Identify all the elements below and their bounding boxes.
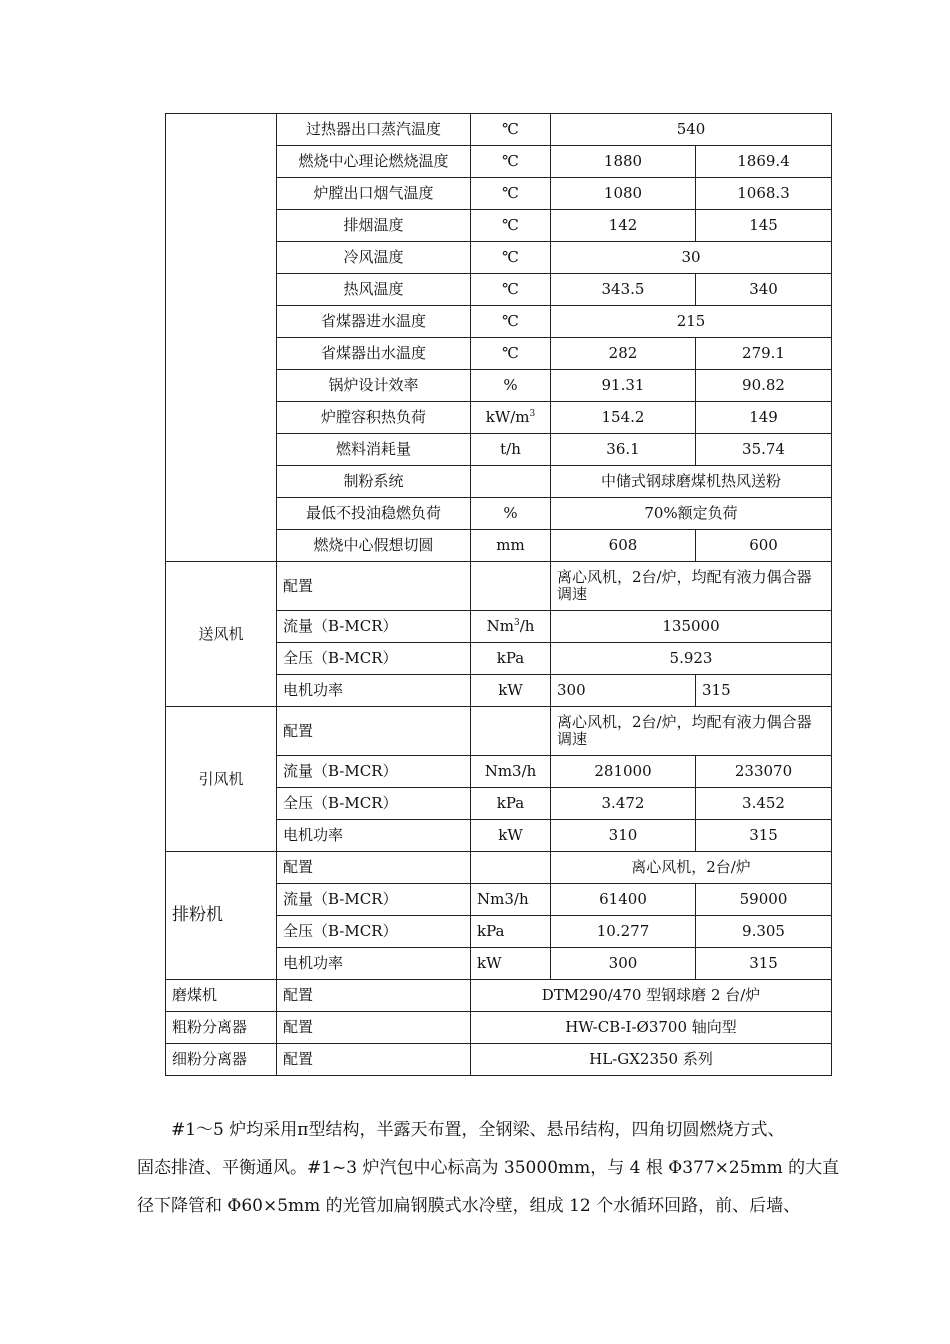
row-label: 燃烧中心理论燃烧温度	[277, 146, 471, 178]
table-row	[166, 562, 832, 611]
row-label: 配置	[277, 980, 471, 1012]
row-unit: ℃	[471, 274, 551, 306]
table-row	[166, 1044, 832, 1076]
row-label: 配置	[277, 1044, 471, 1076]
row-value-2: 315	[696, 948, 832, 980]
row-label: 炉膛出口烟气温度	[277, 178, 471, 210]
table-row	[166, 707, 832, 756]
row-value: 中储式钢球磨煤机热风送粉	[551, 466, 832, 498]
row-value: 离心风机，2台/炉	[551, 852, 832, 884]
row-value-2: 145	[696, 210, 832, 242]
row-label: 燃烧中心假想切圆	[277, 530, 471, 562]
coarse-separator-category-cell: 粗粉分离器	[166, 1012, 277, 1044]
row-value-2: 9.305	[696, 916, 832, 948]
row-value-1: 3.472	[551, 788, 696, 820]
row-label: 省煤器出水温度	[277, 338, 471, 370]
row-label: 配置	[277, 852, 471, 884]
row-value: 215	[551, 306, 832, 338]
row-unit: kPa	[471, 643, 551, 675]
unit-superscript: 3	[513, 618, 520, 628]
idfan-category-cell: 引风机	[166, 707, 277, 852]
row-value-2: 90.82	[696, 370, 832, 402]
row-value-2: 1869.4	[696, 146, 832, 178]
row-label: 排烟温度	[277, 210, 471, 242]
row-value-2: 279.1	[696, 338, 832, 370]
row-label: 电机功率	[277, 820, 471, 852]
row-label: 流量（B-MCR）	[277, 611, 471, 643]
row-value-2: 1068.3	[696, 178, 832, 210]
row-label: 最低不投油稳燃负荷	[277, 498, 471, 530]
row-unit: Nm3/h	[471, 756, 551, 788]
row-label: 配置	[277, 707, 471, 756]
row-value-2: 315	[696, 820, 832, 852]
row-unit	[471, 852, 551, 884]
row-unit: kW	[471, 675, 551, 707]
row-label: 流量（B-MCR）	[277, 756, 471, 788]
row-value: DTM290/470 型钢球磨 2 台/炉	[471, 980, 832, 1012]
row-value-2: 233070	[696, 756, 832, 788]
table-row	[166, 980, 832, 1012]
row-value-1: 281000	[551, 756, 696, 788]
row-value: 135000	[551, 611, 832, 643]
body-paragraph-line-2: 固态排渣、平衡通风。#1~3 炉汽包中心标高为 35000mm，与 4 根 Φ377×25mm 的大直	[137, 1158, 840, 1178]
row-value-2: 59000	[696, 884, 832, 916]
row-value-1: 343.5	[551, 274, 696, 306]
row-value-1: 310	[551, 820, 696, 852]
row-label: 燃料消耗量	[277, 434, 471, 466]
row-value: HL-GX2350 系列	[471, 1044, 832, 1076]
table-row	[166, 852, 832, 884]
row-value-1: 300	[551, 675, 696, 707]
unit-base: Nm	[486, 617, 514, 635]
row-label: 过热器出口蒸汽温度	[277, 114, 471, 146]
row-unit: Nm3/h	[471, 884, 551, 916]
row-unit: ℃	[471, 114, 551, 146]
row-unit	[471, 466, 551, 498]
row-value-2: 35.74	[696, 434, 832, 466]
row-unit: ℃	[471, 178, 551, 210]
row-unit: %	[471, 370, 551, 402]
row-unit: ℃	[471, 242, 551, 274]
row-value-1: 36.1	[551, 434, 696, 466]
row-value-1: 300	[551, 948, 696, 980]
table-row	[166, 1012, 832, 1044]
row-value-1: 142	[551, 210, 696, 242]
row-value-2: 600	[696, 530, 832, 562]
boiler-category-cell	[166, 114, 277, 562]
row-unit: ℃	[471, 146, 551, 178]
table-row	[166, 114, 832, 146]
row-unit: ℃	[471, 306, 551, 338]
boiler-spec-table	[165, 113, 832, 1076]
fine-separator-category-cell: 细粉分离器	[166, 1044, 277, 1076]
row-unit: kPa	[471, 788, 551, 820]
row-unit: %	[471, 498, 551, 530]
row-value: 540	[551, 114, 832, 146]
row-unit	[471, 562, 551, 611]
row-unit	[471, 611, 551, 643]
row-value-1: 282	[551, 338, 696, 370]
row-unit: kW	[471, 948, 551, 980]
row-label: 制粉系统	[277, 466, 471, 498]
row-label: 配置	[277, 1012, 471, 1044]
row-label: 流量（B-MCR）	[277, 884, 471, 916]
row-label: 配置	[277, 562, 471, 611]
row-value: 30	[551, 242, 832, 274]
row-label: 省煤器进水温度	[277, 306, 471, 338]
row-unit: mm	[471, 530, 551, 562]
row-value-1: 608	[551, 530, 696, 562]
row-value-2: 315	[696, 675, 832, 707]
row-value-2: 3.452	[696, 788, 832, 820]
row-unit: kPa	[471, 916, 551, 948]
row-value: HW-CB-I-Ø3700 轴向型	[471, 1012, 832, 1044]
mill-category-cell: 磨煤机	[166, 980, 277, 1012]
row-value-1: 61400	[551, 884, 696, 916]
row-label: 炉膛容积热负荷	[277, 402, 471, 434]
unit-base: kW/m	[485, 408, 530, 426]
unit-superscript: 3	[529, 409, 536, 419]
row-value: 5.923	[551, 643, 832, 675]
row-unit: ℃	[471, 338, 551, 370]
row-label: 电机功率	[277, 948, 471, 980]
row-unit: ℃	[471, 210, 551, 242]
row-label: 冷风温度	[277, 242, 471, 274]
row-unit: kW	[471, 820, 551, 852]
row-label: 全压（B-MCR）	[277, 916, 471, 948]
row-value-1: 91.31	[551, 370, 696, 402]
row-label: 热风温度	[277, 274, 471, 306]
row-label: 电机功率	[277, 675, 471, 707]
row-unit	[471, 707, 551, 756]
row-value-2: 149	[696, 402, 832, 434]
body-paragraph-line-1: #1～5 炉均采用π型结构，半露天布置，全钢梁、悬吊结构，四角切圆燃烧方式、	[171, 1120, 785, 1140]
row-value-2: 340	[696, 274, 832, 306]
row-value: 70%额定负荷	[551, 498, 832, 530]
row-value-1: 1080	[551, 178, 696, 210]
row-unit: t/h	[471, 434, 551, 466]
exhauster-category-cell: 排粉机	[166, 852, 277, 980]
row-unit	[471, 402, 551, 434]
fan-category-cell: 送风机	[166, 562, 277, 707]
row-label: 全压（B-MCR）	[277, 788, 471, 820]
unit-tail: /h	[519, 617, 535, 635]
row-value: 离心风机，2台/炉，均配有液力偶合器调速	[551, 707, 832, 756]
row-value: 离心风机，2台/炉，均配有液力偶合器调速	[551, 562, 832, 611]
row-value-1: 10.277	[551, 916, 696, 948]
body-paragraph-line-3: 径下降管和 Φ60×5mm 的光管加扁钢膜式水冷壁，组成 12 个水循环回路，前、后墙、	[137, 1196, 801, 1216]
row-value-1: 154.2	[551, 402, 696, 434]
row-label: 锅炉设计效率	[277, 370, 471, 402]
row-value-1: 1880	[551, 146, 696, 178]
row-label: 全压（B-MCR）	[277, 643, 471, 675]
